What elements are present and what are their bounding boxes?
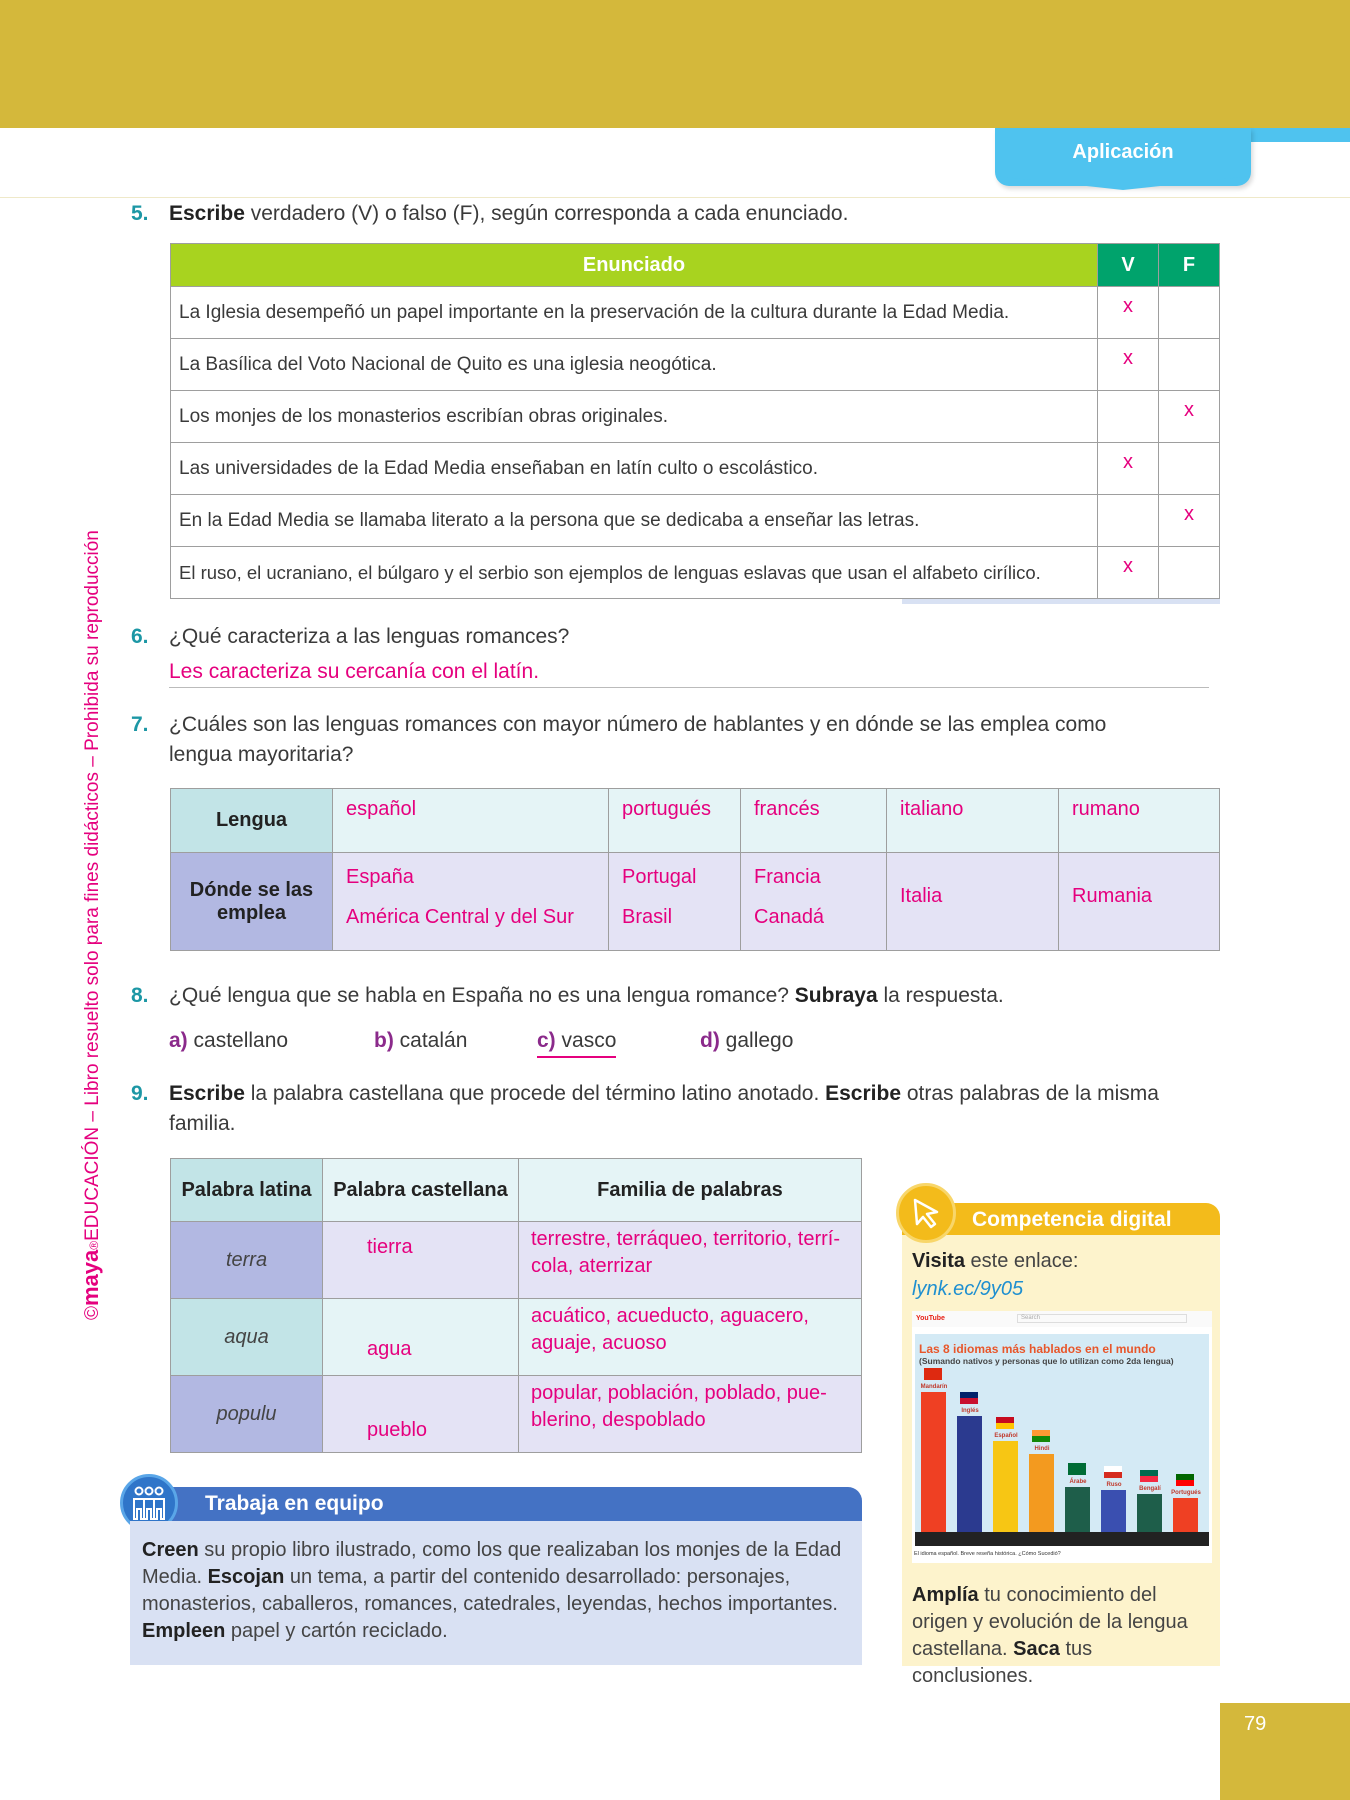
header-f: F: [1159, 244, 1220, 287]
table-row: [171, 495, 1220, 547]
instruction-verb: Saca: [1013, 1638, 1060, 1660]
video-site-bar: [912, 1311, 1212, 1327]
video-bar-china: [921, 1392, 946, 1532]
f-cell[interactable]: [1159, 443, 1220, 495]
option-letter: a): [169, 1029, 188, 1052]
question-8: [131, 981, 1004, 1011]
team-work-body: [130, 1521, 862, 1665]
row-header-language: Lengua: [171, 789, 333, 853]
option-letter: b): [374, 1029, 394, 1052]
place: Canadá: [754, 906, 825, 928]
bangladesh-flag-icon: [1140, 1470, 1158, 1482]
language-cell: italiano: [887, 789, 1059, 853]
team-work-header: [160, 1487, 862, 1521]
question-text-cont: familia.: [169, 1112, 236, 1135]
digital-competence-title: Competencia digital: [972, 1208, 1172, 1231]
header-statement: Enunciado: [171, 244, 1098, 287]
word-family-table: [170, 1158, 862, 1453]
body-text: papel y cartón reciclado.: [225, 1620, 448, 1642]
brand-logo: maya: [78, 1249, 103, 1306]
places-cell: [333, 853, 609, 951]
question-number: 9.: [131, 1082, 149, 1105]
video-bar-label: Hindi: [1034, 1446, 1050, 1452]
video-caption: El idioma español. Breve reseña histórica. ¿Cómo Sucedió?: [914, 1551, 1061, 1557]
v-cell[interactable]: x: [1098, 547, 1159, 599]
question-number: 6.: [131, 625, 149, 648]
table-row: [171, 391, 1220, 443]
video-bar-label: Ruso: [1106, 1482, 1122, 1488]
language-cell: portugués: [609, 789, 741, 853]
table-row: [171, 443, 1220, 495]
header-family: Familia de palabras: [519, 1159, 862, 1222]
header-divider: [0, 197, 1350, 198]
language-cell: español: [333, 789, 609, 853]
table-row: [171, 287, 1220, 339]
header-tab-strip: [1250, 128, 1350, 142]
video-chart-title: Las 8 idiomas más hablados en el mundo: [919, 1342, 1156, 1356]
statement-cell: Las universidades de la Edad Media enseñaban en latín culto o escolástico.: [171, 443, 1098, 495]
video-bar-russia: [1101, 1490, 1126, 1532]
option-c-selected[interactable]: [537, 1029, 616, 1058]
section-tab-label: Aplicación: [1072, 140, 1174, 163]
row-header-line: Dónde se las: [189, 878, 314, 901]
instruction-verb: Escribe: [169, 1082, 245, 1105]
resource-link[interactable]: lynk.ec/9y05: [912, 1278, 1024, 1300]
place: Francia: [754, 866, 821, 888]
question-text: ¿Qué caracteriza a las lenguas romances?: [169, 625, 570, 648]
saudi-flag-icon: [1068, 1463, 1086, 1475]
video-bar-label: Árabe: [1069, 1479, 1087, 1485]
castilian-word: tierra: [323, 1222, 519, 1299]
option-b[interactable]: [374, 1029, 467, 1053]
f-cell[interactable]: [1159, 339, 1220, 391]
instruction-verb: Escojan: [207, 1566, 285, 1588]
china-flag-icon: [924, 1368, 942, 1380]
video-bar-label: Inglés: [961, 1408, 979, 1414]
video-bar-label: Mandarín: [920, 1384, 948, 1390]
place: Italia: [900, 884, 943, 907]
question-text: otras palabras de la misma: [901, 1082, 1159, 1105]
video-bar-saudi: [1065, 1487, 1090, 1532]
header-castilian: Palabra castellana: [323, 1159, 519, 1222]
visit-text: [912, 1247, 1078, 1303]
uk-flag-icon: [960, 1392, 978, 1404]
body-text: tus conclusiones.: [912, 1638, 1093, 1687]
place: Brasil: [622, 906, 673, 928]
video-bar-label: Español: [994, 1433, 1018, 1439]
question-text: la palabra castellana que procede del término latino anotado.: [244, 1082, 826, 1105]
v-cell[interactable]: x: [1098, 287, 1159, 339]
row-header-line: emplea: [217, 901, 286, 924]
table-row: [171, 1222, 862, 1299]
video-bar-label: Bengalí: [1139, 1486, 1161, 1492]
latin-word: aqua: [171, 1299, 323, 1376]
youtube-logo-icon: YouTube: [916, 1315, 945, 1322]
question-text-tail: la respuesta.: [877, 984, 1004, 1007]
place: América Central y del Sur: [346, 906, 574, 928]
body-text: este enlace:: [965, 1250, 1079, 1272]
registered-symbol: ®: [87, 1240, 101, 1250]
team-work-title: Trabaja en equipo: [205, 1492, 384, 1515]
india-flag-icon: [1032, 1430, 1050, 1442]
page-number: 79: [1244, 1713, 1267, 1735]
cursor-arrow-icon: [896, 1183, 956, 1243]
table-row: [171, 1376, 862, 1453]
place: Rumania: [1072, 884, 1153, 907]
answer-6-line[interactable]: [169, 657, 1209, 688]
instruction-verb: Escribe: [169, 202, 245, 225]
option-a[interactable]: [169, 1029, 288, 1053]
table-row: [171, 547, 1220, 599]
f-cell[interactable]: x: [1159, 495, 1220, 547]
statement-cell: El ruso, el ucraniano, el búlgaro y el serbio son ejemplos de lenguas eslavas que usan el alfabeto cirílico.: [171, 547, 1098, 599]
video-bar-label: Portugués: [1171, 1490, 1201, 1496]
romance-languages-table: [170, 788, 1220, 951]
word-family: popular, población, poblado, pue-blerino, despoblado: [519, 1376, 862, 1453]
video-player-controls[interactable]: [915, 1532, 1209, 1546]
instruction-verb: Subraya: [794, 984, 878, 1007]
language-cell: francés: [741, 789, 887, 853]
option-text: vasco: [561, 1029, 617, 1052]
russia-flag-icon: [1104, 1466, 1122, 1478]
question-number: 8.: [131, 984, 149, 1007]
language-cell: rumano: [1059, 789, 1220, 853]
question-5: [131, 199, 848, 229]
instruction-verb: Creen: [142, 1539, 199, 1561]
video-bar-portugal: [1173, 1498, 1198, 1532]
f-cell[interactable]: [1159, 547, 1220, 599]
v-cell[interactable]: [1098, 495, 1159, 547]
expand-knowledge-text: [912, 1582, 1217, 1690]
video-search-box: Search: [1017, 1314, 1187, 1323]
option-text: castellano: [193, 1029, 289, 1052]
places-cell: [741, 853, 887, 951]
true-false-table: [170, 243, 1220, 599]
castilian-word: agua: [323, 1299, 519, 1376]
video-bar-bangladesh: [1137, 1494, 1162, 1532]
question-text-cont: lengua mayoritaria?: [169, 743, 354, 766]
statement-cell: La Basílica del Voto Nacional de Quito es una iglesia neogótica.: [171, 339, 1098, 391]
copyright-side-note: [78, 480, 104, 1320]
video-thumbnail[interactable]: [912, 1311, 1212, 1563]
copyright-symbol: ©: [82, 1306, 103, 1320]
statement-cell: Los monjes de los monasterios escribían obras originales.: [171, 391, 1098, 443]
places-cell: [609, 853, 741, 951]
v-cell[interactable]: x: [1098, 443, 1159, 495]
option-d[interactable]: [700, 1029, 793, 1053]
answer-text: Les caracteriza su cercanía con el latín.: [169, 660, 540, 683]
place: España: [346, 866, 414, 888]
latin-word: terra: [171, 1222, 323, 1299]
f-cell[interactable]: [1159, 287, 1220, 339]
castilian-word: pueblo: [323, 1376, 519, 1453]
side-note-text: EDUCACIÓN – Libro resuelto solo para fines didácticos – Prohibida su reproducción: [82, 530, 103, 1241]
f-cell[interactable]: x: [1159, 391, 1220, 443]
option-letter: d): [700, 1029, 720, 1052]
instruction-verb: Escribe: [825, 1082, 902, 1105]
header-band: [0, 0, 1350, 128]
instruction-verb: Amplía: [912, 1584, 979, 1606]
header-v: V: [1098, 244, 1159, 287]
table-row: [171, 339, 1220, 391]
table-row: [171, 1299, 862, 1376]
question-number: 7.: [131, 713, 149, 736]
video-chart-subtitle: (Sumando nativos y personas que lo utilizan como 2da lengua): [919, 1356, 1174, 1366]
v-cell[interactable]: x: [1098, 339, 1159, 391]
latin-word: populu: [171, 1376, 323, 1453]
row-header-where: [171, 853, 333, 951]
instruction-verb: Visita: [912, 1250, 965, 1272]
places-cell: [1059, 853, 1220, 951]
option-letter: c): [537, 1029, 556, 1052]
instruction-verb: Empleen: [142, 1620, 226, 1642]
page-number-box: [1220, 1703, 1350, 1800]
portugal-flag-icon: [1176, 1474, 1194, 1486]
question-text: ¿Cuáles son las lenguas romances con mayor número de hablantes y en dónde se las emplea como: [169, 713, 1107, 736]
question-text: verdadero (V) o falso (F), según corresponda a cada enunciado.: [244, 202, 849, 225]
question-7: [131, 710, 1221, 770]
spain-flag-icon: [996, 1417, 1014, 1429]
places-cell: [887, 853, 1059, 951]
question-9: [131, 1079, 1221, 1139]
body-text: un tema, a partir del contenido desarrollado: personajes, monasterios, caballeros, romances, catedrales, leyendas, hechos importantes.: [142, 1566, 838, 1615]
option-text: gallego: [725, 1029, 794, 1052]
header-latin: Palabra latina: [171, 1159, 323, 1222]
v-cell[interactable]: [1098, 391, 1159, 443]
statement-cell: La Iglesia desempeñó un papel importante en la preservación de la cultura durante la Edad Media.: [171, 287, 1098, 339]
video-bar-india: [1029, 1454, 1054, 1532]
question-6: [131, 622, 569, 652]
video-frame: [915, 1334, 1209, 1546]
body-text: su propio libro ilustrado, como los que realizaban los monjes de la Edad Media.: [142, 1539, 842, 1588]
word-family: terrestre, terráqueo, territorio, terrí-cola, aterrizar: [519, 1222, 862, 1299]
video-bar-spain: [993, 1441, 1018, 1532]
section-tab-pointer: [995, 176, 1251, 190]
word-family: acuático, acueducto, aguacero, aguaje, acuoso: [519, 1299, 862, 1376]
option-text: catalán: [399, 1029, 468, 1052]
question-number: 5.: [131, 202, 149, 225]
statement-cell: En la Edad Media se llamaba literato a la persona que se dedicaba a enseñar las letras.: [171, 495, 1098, 547]
place: Portugal: [622, 866, 697, 888]
question-text: ¿Qué lengua que se habla en España no es una lengua romance?: [169, 984, 795, 1007]
video-bar-uk: [957, 1416, 982, 1532]
body-text: tu conocimiento del origen y evolución de la lengua castellana.: [912, 1584, 1188, 1660]
